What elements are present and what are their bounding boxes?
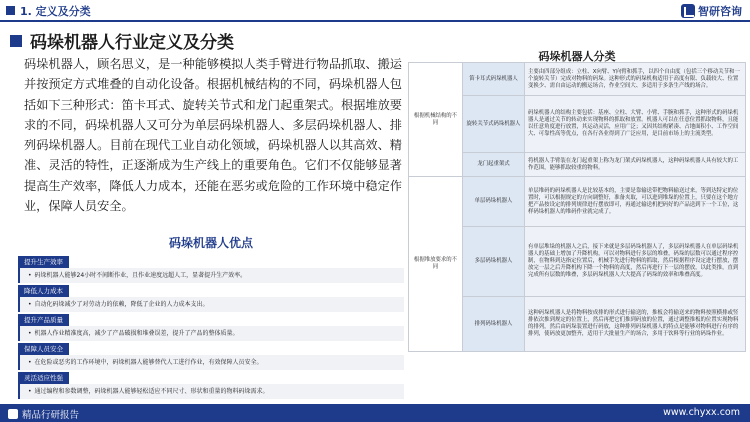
advantage-card — [18, 365, 404, 393]
category-cell: 根据堆放要求的不同 — [409, 177, 463, 352]
table-row — [409, 63, 746, 96]
page-title: 码垛机器人行业定义及分类 — [30, 33, 234, 53]
type-cell: 旋转关节式码垛机器人 — [463, 96, 525, 153]
logo-text: 智研咨询 — [698, 5, 742, 18]
description-cell: 主要由四部分组成：立柱、X向臂、Y向臂和抓手，以四个自由度（包括三个移动关节和一个旋转关节）完成对物料的码垛。这种形式的码垛机构适用于高度有限、负载较大、位置变换少、需自由运动的搬运场合，作业空间大、多适用于多条生产线的场合。 — [525, 63, 746, 96]
title-marker-icon — [10, 35, 22, 47]
footer-website-link[interactable]: www.chyxx.com — [663, 407, 740, 418]
footer-left — [8, 407, 79, 421]
advantage-label: 灵活适应性强 — [18, 372, 69, 384]
footer-left-text: 精品行研报告 — [22, 410, 80, 421]
description-cell: 码垛机器人的结构主要包括：基座、立柱、大臂、小臂、手腕和抓手，这种形式的码垛机器人是通过关节的转动来实现物料的抓取和放置。机器人可以在任意位置抓取物料，且能以任意角度进行放置，其运动灵活，应用广泛；又因其结构紧凑、占地面积小、工作空间大、可靠性高等优点，在各行各业得到了广泛应用，是目前市场上的主流类型。 — [525, 96, 746, 153]
advantage-card — [18, 278, 404, 306]
advantages-panel — [18, 234, 404, 394]
title-row — [10, 28, 234, 53]
classification-title: 码垛机器人分类 — [538, 50, 616, 63]
advantage-text: • 通过编程和参数调整，码垛机器人能够轻松适应不同尺寸、形状和重量的物料码垛需求。 — [18, 384, 404, 399]
intro-paragraph: 码垛机器人，顾名思义，是一种能够模拟人类手臂进行物品抓取、搬运并按预定方式堆叠的自动化设备。根据机械结构的不同，码垛机器人包括如下三种形式：笛卡耳式、旋转关节式和龙门起重架式。根据堆放要求的不同，码垛机器人又可分为单层码垛机器人、多层码垛机器人、排列码垛机器人。目前在现代工业自动化领域，码垛机器人以其高效、精准、灵活的特性，正逐渐成为生产线上的重要角色。它们不仅能够显著提高生产效率，降低人力成本，还能在恶劣或危险的工作环境中稳定作业，保障人员安全。 — [24, 57, 402, 214]
advantage-card — [18, 307, 404, 335]
classification-table — [408, 62, 746, 352]
classification-table-panel — [408, 48, 746, 352]
report-icon — [8, 409, 18, 419]
advantage-label: 保障人员安全 — [18, 343, 69, 355]
table-row — [409, 177, 746, 227]
section-marker-icon — [6, 6, 15, 15]
description-cell: 有单层堆垛的机器人之后，接下来就是多层码垛机器人了，多层码垛机器人在单层码垛机器人的基础上增加了升降机构，可以对物料进行多层的堆叠，码垛的层数可以通过程序控制，在物料到达指定位置后，机械手先进行物料的抓取，然后根据程序设定进行摆放，摆放完一层之后升降机构下降一个物料的高度，然后再进行下一层的摆放，以此类推，直到完成所有层数的堆叠，多层码垛机器人大大提高了码垛的效率和堆叠高度。 — [525, 227, 746, 297]
description-cell: 单层堆码的码垛机器人是比较基本的，主要是靠输送带把物料输送过来，等到达特定的位置时，可以根据规定的方向调整好，准备夹取，可以进到堆垛的位置上，只要在这个地方把产品按设定的排列规律进行摆放即可，再通过输送机把码好的产品送到下一个工位，这样码垛机器人的堆码作业就完成了。 — [525, 177, 746, 227]
type-cell: 多层码垛机器人 — [463, 227, 525, 297]
advantage-text: • 机器人作业精准度高，减少了产品破损和堆叠误差，提升了产品的整体质量。 — [18, 326, 404, 341]
advantage-label: 降低人力成本 — [18, 285, 69, 297]
advantage-text: • 码垛机器人能够24小时不间断作业，且作业速度远超人工，显著提升生产效率。 — [18, 268, 404, 283]
type-cell: 龙门起重架式 — [463, 153, 525, 177]
type-cell: 单层码垛机器人 — [463, 177, 525, 227]
description-cell: 这种码垛机器人是将物料按成排的形式进行输送的，推板会将输送来的物料按照横排或竖排依次推到规定的位置上，然后再把它们推到码放的位置，通过调整推板的位置实现物料的排列，然后由码垛装置进行码放，这种排列码垛机器人的特点是能够对物料进行有序的排列，使码放更加整齐，适用于大批量生产的场合，多用于饮料等行业的码垛作业。 — [525, 297, 746, 352]
advantage-text: • 自动化码垛减少了对劳动力的依赖，降低了企业的人力成本支出。 — [18, 297, 404, 312]
breadcrumb: 1. 定义及分类 — [20, 5, 91, 18]
logo-icon — [681, 4, 695, 18]
brand-logo[interactable] — [681, 3, 742, 19]
advantage-card — [18, 336, 404, 364]
footer-bar — [0, 404, 750, 422]
category-cell: 根据机械结构的不同 — [409, 63, 463, 177]
top-bar — [0, 0, 750, 22]
type-cell: 排列码垛机器人 — [463, 297, 525, 352]
advantage-label: 提升产品质量 — [18, 314, 69, 326]
description-cell: 将机器人手臂装在龙门起重架上称为龙门架式码垛机器人，这种码垛机器人具有较大的工作范围，能够抓取较重的物料。 — [525, 153, 746, 177]
type-cell: 笛卡耳式码垛机器人 — [463, 63, 525, 96]
header-divider — [0, 20, 750, 22]
advantage-card — [18, 249, 404, 277]
advantage-label: 提升生产效率 — [18, 256, 69, 268]
advantage-text: • 在危险或恶劣的工作环境中，码垛机器人能够替代人工进行作业，有效保障人员安全。 — [18, 355, 404, 370]
advantages-heading: 码垛机器人优点 — [168, 236, 253, 250]
